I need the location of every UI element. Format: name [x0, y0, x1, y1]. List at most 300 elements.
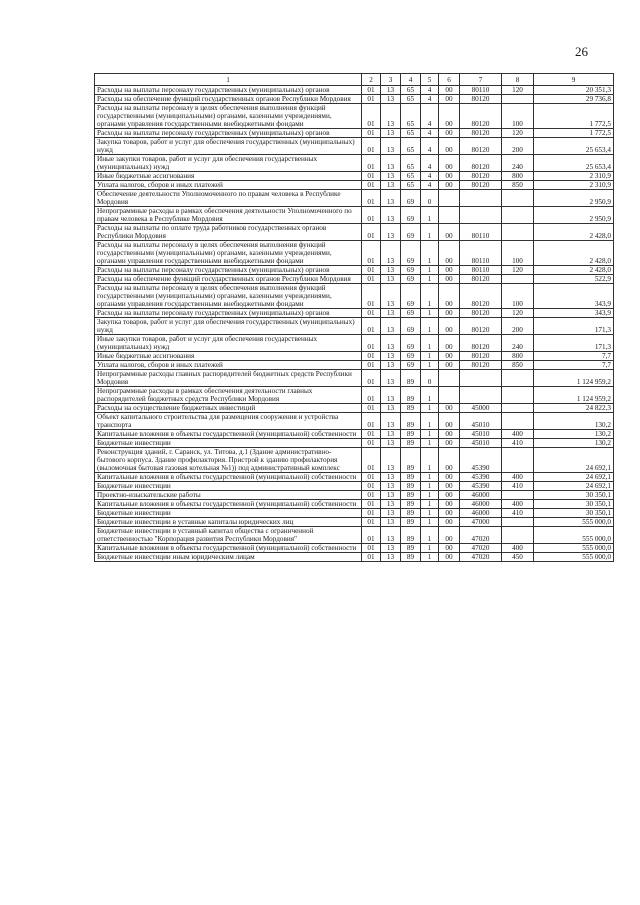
- row-amount: 2 310,9: [534, 172, 614, 181]
- code-direction: 80110: [460, 266, 502, 275]
- code-main-event: 00: [439, 155, 460, 172]
- code-direction: 47020: [460, 544, 502, 553]
- code-subprogram: 4: [421, 181, 439, 190]
- code-subsection: 13: [381, 473, 401, 482]
- code-subsection: 13: [381, 448, 401, 473]
- table-row: [95, 241, 614, 266]
- code-program: 65: [401, 181, 421, 190]
- code-section: 01: [362, 335, 381, 352]
- code-subsection: 13: [381, 155, 401, 172]
- code-program: 69: [401, 335, 421, 352]
- row-name: Уплата налогов, сборов и иных платежей: [95, 181, 362, 190]
- code-subprogram: 1: [421, 482, 439, 491]
- row-amount: 171,3: [534, 318, 614, 335]
- code-direction: 45010: [460, 413, 502, 430]
- code-direction: 47020: [460, 527, 502, 544]
- table-row: [95, 544, 614, 553]
- code-subsection: 13: [381, 527, 401, 544]
- table-row: [95, 361, 614, 370]
- code-direction: [460, 387, 502, 404]
- code-section: 01: [362, 155, 381, 172]
- row-amount: 30 350,1: [534, 500, 614, 509]
- table-row: [95, 155, 614, 172]
- code-subsection: 13: [381, 129, 401, 138]
- column-header: 5: [421, 74, 439, 86]
- code-program: 69: [401, 352, 421, 361]
- row-name: Расходы на выплаты персоналу в целях обеспечения выполнения функций государственными (муниципальными) органами, казенными учреждениями, органами управления государственными внебюджетными фондами: [95, 241, 362, 266]
- code-section: 01: [362, 138, 381, 155]
- code-subprogram: 1: [421, 309, 439, 318]
- table-header-row: [95, 74, 614, 86]
- code-main-event: 00: [439, 473, 460, 482]
- code-program: 89: [401, 491, 421, 500]
- code-subsection: 13: [381, 172, 401, 181]
- code-subprogram: 1: [421, 318, 439, 335]
- table-row: [95, 86, 614, 95]
- row-amount: 24 692,1: [534, 448, 614, 473]
- code-section: 01: [362, 104, 381, 129]
- row-name: Капитальные вложения в объекты государственной (муниципальной) собственности: [95, 500, 362, 509]
- code-main-event: 00: [439, 95, 460, 104]
- code-expense-type: 200: [502, 138, 534, 155]
- row-name: Закупка товаров, работ и услуг для обеспечения государственных (муниципальных) нужд: [95, 138, 362, 155]
- table-row: [95, 387, 614, 404]
- code-program: 89: [401, 387, 421, 404]
- code-expense-type: [502, 190, 534, 207]
- table-row: [95, 370, 614, 387]
- code-subsection: 13: [381, 518, 401, 527]
- code-expense-type: 120: [502, 129, 534, 138]
- code-expense-type: 240: [502, 155, 534, 172]
- code-direction: 80120: [460, 309, 502, 318]
- code-expense-type: 400: [502, 544, 534, 553]
- row-amount: 343,9: [534, 284, 614, 309]
- table-row: [95, 439, 614, 448]
- code-section: 01: [362, 544, 381, 553]
- code-direction: 80120: [460, 352, 502, 361]
- table-row: [95, 95, 614, 104]
- table-row: [95, 335, 614, 352]
- code-program: 89: [401, 430, 421, 439]
- row-amount: 1 124 959,2: [534, 370, 614, 387]
- code-main-event: 00: [439, 266, 460, 275]
- column-header: 9: [534, 74, 614, 86]
- code-expense-type: 100: [502, 241, 534, 266]
- code-direction: 45000: [460, 404, 502, 413]
- table-row: [95, 138, 614, 155]
- code-section: 01: [362, 352, 381, 361]
- code-expense-type: 240: [502, 335, 534, 352]
- row-amount: 1 772,5: [534, 104, 614, 129]
- code-section: 01: [362, 190, 381, 207]
- code-subprogram: 1: [421, 361, 439, 370]
- row-name: Расходы на выплаты персоналу в целях обеспечения выполнения функций государственными (муниципальными) органами, казенными учреждениями, органами управления государственными внебюджетными фондами: [95, 284, 362, 309]
- row-amount: 343,9: [534, 309, 614, 318]
- row-amount: 7,7: [534, 361, 614, 370]
- code-main-event: 00: [439, 544, 460, 553]
- code-program: 89: [401, 518, 421, 527]
- code-subsection: 13: [381, 224, 401, 241]
- code-section: 01: [362, 181, 381, 190]
- code-subsection: 13: [381, 352, 401, 361]
- code-expense-type: 120: [502, 266, 534, 275]
- code-section: 01: [362, 553, 381, 562]
- code-section: 01: [362, 86, 381, 95]
- code-section: 01: [362, 387, 381, 404]
- code-section: 01: [362, 361, 381, 370]
- code-expense-type: [502, 404, 534, 413]
- row-amount: 555 000,0: [534, 553, 614, 562]
- code-expense-type: 800: [502, 172, 534, 181]
- code-subsection: 13: [381, 181, 401, 190]
- code-subprogram: 1: [421, 284, 439, 309]
- row-amount: 7,7: [534, 352, 614, 361]
- code-main-event: 00: [439, 430, 460, 439]
- table-row: [95, 104, 614, 129]
- code-expense-type: [502, 275, 534, 284]
- code-section: 01: [362, 509, 381, 518]
- row-name: Иные бюджетные ассигнования: [95, 352, 362, 361]
- code-subsection: 13: [381, 335, 401, 352]
- code-section: 01: [362, 370, 381, 387]
- row-name: Бюджетные инвестиции: [95, 439, 362, 448]
- code-section: 01: [362, 275, 381, 284]
- code-program: 65: [401, 86, 421, 95]
- code-subsection: 13: [381, 104, 401, 129]
- code-subprogram: 1: [421, 448, 439, 473]
- code-section: 01: [362, 439, 381, 448]
- row-name: Объект капитального строительства для размещения сооружения и устройства транспорта: [95, 413, 362, 430]
- code-subsection: 13: [381, 387, 401, 404]
- code-subprogram: 1: [421, 266, 439, 275]
- code-subprogram: 1: [421, 518, 439, 527]
- code-expense-type: 400: [502, 473, 534, 482]
- row-name: Проектно-изыскательские работы: [95, 491, 362, 500]
- code-section: 01: [362, 500, 381, 509]
- code-subsection: 13: [381, 491, 401, 500]
- code-main-event: 00: [439, 439, 460, 448]
- row-name: Капитальные вложения в объекты государственной (муниципальной) собственности: [95, 473, 362, 482]
- row-name: Расходы на выплаты персоналу государственных (муниципальных) органов: [95, 266, 362, 275]
- code-subsection: 13: [381, 370, 401, 387]
- code-section: 01: [362, 309, 381, 318]
- code-main-event: 00: [439, 275, 460, 284]
- code-expense-type: 200: [502, 318, 534, 335]
- code-subsection: 13: [381, 95, 401, 104]
- code-subprogram: 1: [421, 439, 439, 448]
- table-row: [95, 473, 614, 482]
- row-name: Бюджетные инвестиции иным юридическим лицам: [95, 553, 362, 562]
- code-expense-type: [502, 491, 534, 500]
- row-name: Расходы на обеспечение функций государственных органов Республики Мордовия: [95, 95, 362, 104]
- code-direction: 45010: [460, 430, 502, 439]
- row-name: Непрограммные расходы главных распорядителей бюджетных средств Республики Мордовия: [95, 370, 362, 387]
- code-expense-type: [502, 448, 534, 473]
- code-expense-type: [502, 527, 534, 544]
- table-row: [95, 172, 614, 181]
- code-direction: 47000: [460, 518, 502, 527]
- code-subprogram: 1: [421, 491, 439, 500]
- code-subprogram: 4: [421, 129, 439, 138]
- code-expense-type: 100: [502, 284, 534, 309]
- code-program: 89: [401, 482, 421, 491]
- code-program: 89: [401, 553, 421, 562]
- code-expense-type: 410: [502, 439, 534, 448]
- code-subsection: 13: [381, 500, 401, 509]
- code-subprogram: 1: [421, 430, 439, 439]
- row-amount: 30 350,1: [534, 491, 614, 500]
- code-main-event: 00: [439, 413, 460, 430]
- row-amount: 30 350,1: [534, 509, 614, 518]
- code-section: 01: [362, 448, 381, 473]
- table-row: [95, 224, 614, 241]
- row-amount: 130,2: [534, 413, 614, 430]
- column-header: 8: [502, 74, 534, 86]
- code-subprogram: 1: [421, 527, 439, 544]
- code-direction: 80120: [460, 104, 502, 129]
- code-section: 01: [362, 404, 381, 413]
- row-amount: 2 428,0: [534, 241, 614, 266]
- column-header: 2: [362, 74, 381, 86]
- code-direction: 45390: [460, 448, 502, 473]
- row-name: Обеспечение деятельности Уполномоченного по правам человека в Республике Мордовия: [95, 190, 362, 207]
- row-name: Иные бюджетные ассигнования: [95, 172, 362, 181]
- code-direction: 80120: [460, 335, 502, 352]
- row-name: Бюджетные инвестиции: [95, 509, 362, 518]
- code-subsection: 13: [381, 509, 401, 518]
- code-main-event: 00: [439, 129, 460, 138]
- budget-table: [94, 73, 614, 562]
- code-direction: 80120: [460, 318, 502, 335]
- code-main-event: 00: [439, 309, 460, 318]
- code-direction: [460, 207, 502, 224]
- table-row: [95, 207, 614, 224]
- code-program: 65: [401, 129, 421, 138]
- column-header: 4: [401, 74, 421, 86]
- code-expense-type: 850: [502, 361, 534, 370]
- code-direction: 80120: [460, 275, 502, 284]
- code-subsection: 13: [381, 138, 401, 155]
- code-expense-type: 450: [502, 553, 534, 562]
- code-program: 69: [401, 309, 421, 318]
- code-direction: 80120: [460, 129, 502, 138]
- code-main-event: 00: [439, 172, 460, 181]
- code-section: 01: [362, 527, 381, 544]
- code-expense-type: [502, 413, 534, 430]
- code-program: 89: [401, 473, 421, 482]
- code-program: 89: [401, 500, 421, 509]
- row-name: Бюджетные инвестиции в уставный капитал общества с ограниченной ответственностью "Корпорация развития Республики Мордовия": [95, 527, 362, 544]
- table-row: [95, 309, 614, 318]
- code-direction: 80120: [460, 284, 502, 309]
- code-subsection: 13: [381, 190, 401, 207]
- row-name: Расходы на выплаты персоналу государственных (муниципальных) органов: [95, 129, 362, 138]
- page-number: 26: [575, 44, 588, 59]
- row-amount: 130,2: [534, 439, 614, 448]
- code-expense-type: 100: [502, 104, 534, 129]
- row-name: Расходы на выплаты персоналу государственных (муниципальных) органов: [95, 309, 362, 318]
- row-name: Капитальные вложения в объекты государственной (муниципальной) собственности: [95, 544, 362, 553]
- code-program: 69: [401, 284, 421, 309]
- code-direction: 46000: [460, 509, 502, 518]
- table-row: [95, 527, 614, 544]
- code-expense-type: [502, 387, 534, 404]
- code-section: 01: [362, 430, 381, 439]
- column-header: 7: [460, 74, 502, 86]
- code-program: 89: [401, 544, 421, 553]
- code-expense-type: 400: [502, 500, 534, 509]
- code-main-event: [439, 207, 460, 224]
- code-direction: 80110: [460, 86, 502, 95]
- code-direction: 80120: [460, 95, 502, 104]
- code-subprogram: 1: [421, 544, 439, 553]
- code-subsection: 13: [381, 318, 401, 335]
- code-main-event: 00: [439, 448, 460, 473]
- row-name: Расходы на выплаты по оплате труда работников государственных органов Республики Мордовия: [95, 224, 362, 241]
- code-direction: 80120: [460, 181, 502, 190]
- code-program: 89: [401, 404, 421, 413]
- code-section: 01: [362, 518, 381, 527]
- code-subprogram: 1: [421, 241, 439, 266]
- code-subprogram: 1: [421, 387, 439, 404]
- row-name: Бюджетные инвестиции в уставные капиталы юридических лиц: [95, 518, 362, 527]
- code-subsection: 13: [381, 309, 401, 318]
- code-main-event: 00: [439, 352, 460, 361]
- code-subprogram: 1: [421, 553, 439, 562]
- table-row: [95, 553, 614, 562]
- row-amount: 2 428,0: [534, 266, 614, 275]
- code-subprogram: 4: [421, 172, 439, 181]
- row-amount: 555 000,0: [534, 527, 614, 544]
- table-row: [95, 129, 614, 138]
- code-program: 89: [401, 370, 421, 387]
- code-section: 01: [362, 95, 381, 104]
- code-subsection: 13: [381, 439, 401, 448]
- code-subprogram: 1: [421, 275, 439, 284]
- code-main-event: 00: [439, 361, 460, 370]
- row-name: Непрограммные расходы в рамках обеспечения деятельности Уполномоченного по правам человека в Республике Мордовия: [95, 207, 362, 224]
- code-main-event: 00: [439, 138, 460, 155]
- column-header: 3: [381, 74, 401, 86]
- code-expense-type: [502, 207, 534, 224]
- code-program: 69: [401, 275, 421, 284]
- code-direction: 80120: [460, 155, 502, 172]
- code-main-event: 00: [439, 518, 460, 527]
- table-row: [95, 413, 614, 430]
- code-main-event: 00: [439, 241, 460, 266]
- code-direction: 80110: [460, 241, 502, 266]
- row-name: Капитальные вложения в объекты государственной (муниципальной) собственности: [95, 430, 362, 439]
- table-row: [95, 190, 614, 207]
- code-program: 89: [401, 439, 421, 448]
- table-row: [95, 482, 614, 491]
- code-subprogram: 4: [421, 95, 439, 104]
- code-expense-type: [502, 224, 534, 241]
- column-header: 6: [439, 74, 460, 86]
- code-main-event: 00: [439, 335, 460, 352]
- code-subprogram: 1: [421, 509, 439, 518]
- code-main-event: [439, 370, 460, 387]
- table-row: [95, 491, 614, 500]
- code-subsection: 13: [381, 430, 401, 439]
- code-direction: 47020: [460, 553, 502, 562]
- column-header: 1: [95, 74, 362, 86]
- row-amount: 1 124 959,2: [534, 387, 614, 404]
- code-subprogram: 1: [421, 473, 439, 482]
- code-subsection: 13: [381, 482, 401, 491]
- code-subsection: 13: [381, 361, 401, 370]
- code-subsection: 13: [381, 275, 401, 284]
- row-name: Иные закупки товаров, работ и услуг для обеспечения государственных (муниципальных) нужд: [95, 335, 362, 352]
- row-amount: 2 950,9: [534, 190, 614, 207]
- code-section: 01: [362, 284, 381, 309]
- code-program: 65: [401, 138, 421, 155]
- code-section: 01: [362, 172, 381, 181]
- code-program: 65: [401, 104, 421, 129]
- code-program: 65: [401, 155, 421, 172]
- table-row: [95, 404, 614, 413]
- row-amount: 171,3: [534, 335, 614, 352]
- code-expense-type: 120: [502, 86, 534, 95]
- row-name: Расходы на выплаты персоналу государственных (муниципальных) органов: [95, 86, 362, 95]
- code-main-event: 00: [439, 284, 460, 309]
- code-subsection: 13: [381, 544, 401, 553]
- code-direction: 80120: [460, 138, 502, 155]
- row-amount: 20 351,3: [534, 86, 614, 95]
- code-main-event: 00: [439, 224, 460, 241]
- code-main-event: 00: [439, 318, 460, 335]
- row-amount: 1 772,5: [534, 129, 614, 138]
- code-expense-type: [502, 518, 534, 527]
- code-section: 01: [362, 207, 381, 224]
- row-name: Бюджетные инвестиции: [95, 482, 362, 491]
- code-section: 01: [362, 129, 381, 138]
- code-main-event: 00: [439, 553, 460, 562]
- row-amount: 2 950,9: [534, 207, 614, 224]
- row-amount: 25 653,4: [534, 155, 614, 172]
- row-amount: 555 000,0: [534, 544, 614, 553]
- code-subprogram: 4: [421, 104, 439, 129]
- code-subprogram: 1: [421, 207, 439, 224]
- code-subsection: 13: [381, 404, 401, 413]
- row-amount: 555 000,0: [534, 518, 614, 527]
- code-section: 01: [362, 241, 381, 266]
- code-program: 65: [401, 95, 421, 104]
- row-amount: 522,9: [534, 275, 614, 284]
- code-main-event: 00: [439, 404, 460, 413]
- code-subprogram: 1: [421, 224, 439, 241]
- code-program: 65: [401, 172, 421, 181]
- code-program: 69: [401, 266, 421, 275]
- code-section: 01: [362, 266, 381, 275]
- table-row: [95, 518, 614, 527]
- code-direction: 80120: [460, 361, 502, 370]
- code-direction: 46000: [460, 491, 502, 500]
- code-subprogram: 1: [421, 404, 439, 413]
- code-program: 69: [401, 207, 421, 224]
- code-expense-type: 800: [502, 352, 534, 361]
- code-main-event: 00: [439, 104, 460, 129]
- table-row: [95, 352, 614, 361]
- row-amount: 29 736,8: [534, 95, 614, 104]
- code-expense-type: 400: [502, 430, 534, 439]
- code-main-event: [439, 387, 460, 404]
- code-subprogram: 4: [421, 155, 439, 172]
- code-subprogram: 0: [421, 370, 439, 387]
- row-name: Непрограммные расходы в рамках обеспечения деятельности главных распорядителей бюджетных средств Республики Мордовия: [95, 387, 362, 404]
- code-expense-type: [502, 370, 534, 387]
- table-row: [95, 509, 614, 518]
